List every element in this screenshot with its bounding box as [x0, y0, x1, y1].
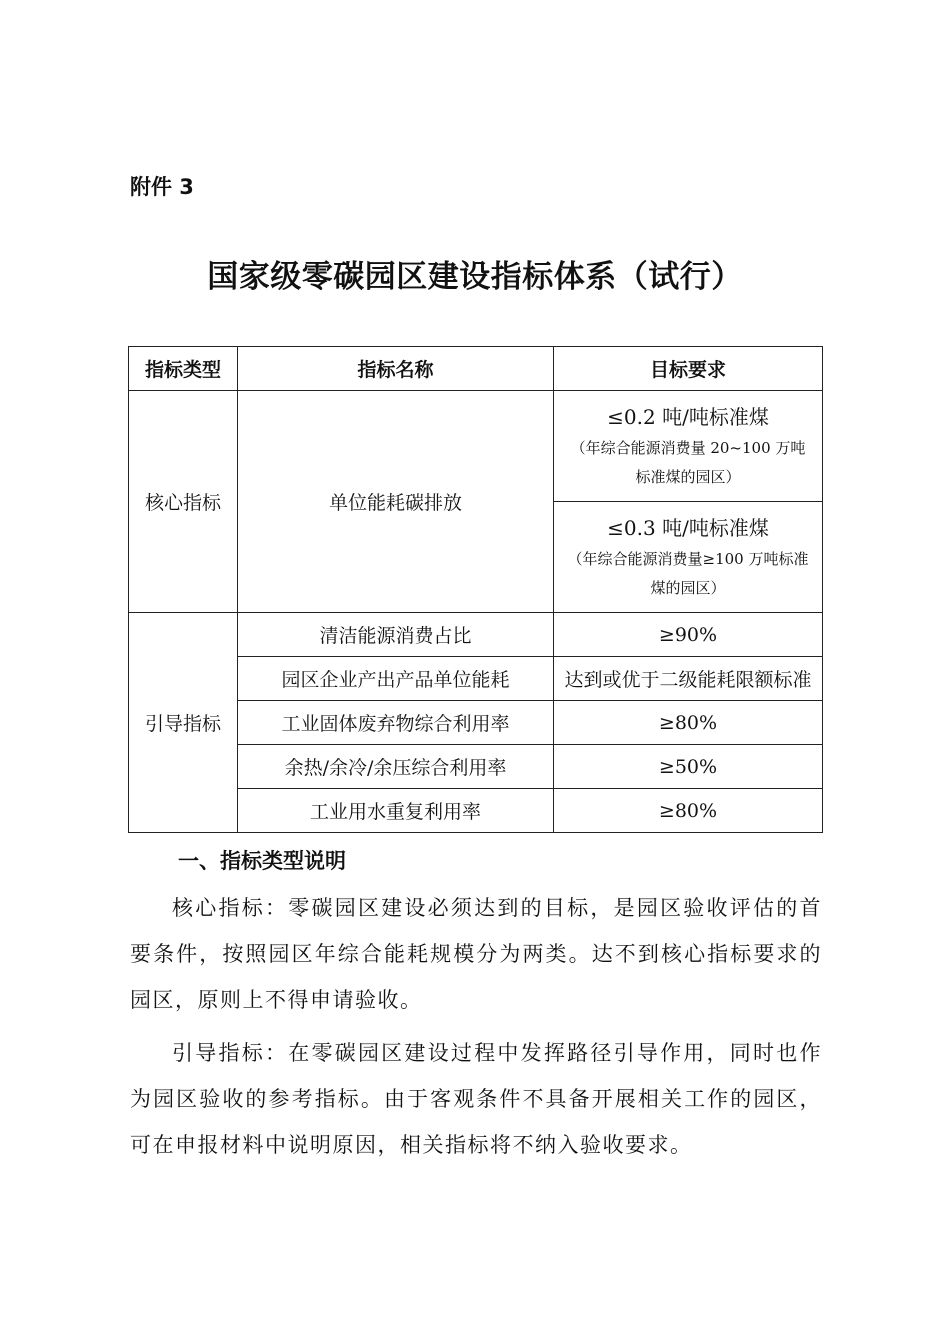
document-title: 国家级零碳园区建设指标体系（试行）	[207, 259, 743, 295]
core-name-cell: 单位能耗碳排放	[238, 391, 554, 613]
guide-name-cell: 工业用水重复利用率	[238, 789, 554, 833]
header-indicator-type: 指标类型	[129, 347, 238, 391]
table-header-row	[129, 347, 823, 391]
core-type-cell: 核心指标	[129, 391, 238, 613]
table-row	[129, 391, 823, 502]
paragraph-term: 核心指标：	[172, 896, 289, 920]
header-target: 目标要求	[554, 347, 823, 391]
paragraph-term: 引导指标：	[172, 1041, 289, 1065]
core-target-cell	[554, 391, 823, 502]
guide-type-cell: 引导指标	[129, 613, 238, 833]
guide-name-cell: 工业固体废弃物综合利用率	[238, 701, 554, 745]
guide-target-cell: ≥50%	[554, 745, 823, 789]
paragraph-text: 零碳园区建设必须达到的目标，是园区验收评估的首要条件，按照园区年综合能耗规模分为两类。达不到核心指标要求的园区，原则上不得申请验收。	[130, 896, 823, 1012]
paragraph-text: 在零碳园区建设过程中发挥路径引导作用，同时也作为园区验收的参考指标。由于客观条件不具备开展相关工作的园区，可在申报材料中说明原因，相关指标将不纳入验收要求。	[130, 1041, 823, 1157]
core-target-cell	[554, 502, 823, 613]
guide-name-cell: 清洁能源消费占比	[238, 613, 554, 657]
guide-name-cell: 余热/余冷/余压综合利用率	[238, 745, 554, 789]
core-target-note: （年综合能源消费量≥100 万吨标准煤的园区）	[567, 550, 809, 597]
core-target-value: ≤0.2 吨/吨标准煤	[607, 405, 769, 429]
attachment-label: 附件 3	[130, 175, 194, 199]
guide-target-cell: ≥80%	[554, 789, 823, 833]
core-target-value: ≤0.3 吨/吨标准煤	[607, 516, 769, 540]
paragraph-guide	[130, 1030, 822, 1168]
guide-target-cell: ≥80%	[554, 701, 823, 745]
header-indicator-name: 指标名称	[238, 347, 554, 391]
guide-target-cell: ≥90%	[554, 613, 823, 657]
paragraph-core	[130, 885, 822, 1023]
table-row	[129, 613, 823, 657]
indicator-table	[128, 346, 823, 833]
guide-target-cell: 达到或优于二级能耗限额标准	[554, 657, 823, 701]
core-target-note: （年综合能源消费量 20~100 万吨标准煤的园区）	[570, 439, 806, 486]
section-heading: 一、指标类型说明	[178, 849, 346, 873]
guide-name-cell: 园区企业产出产品单位能耗	[238, 657, 554, 701]
